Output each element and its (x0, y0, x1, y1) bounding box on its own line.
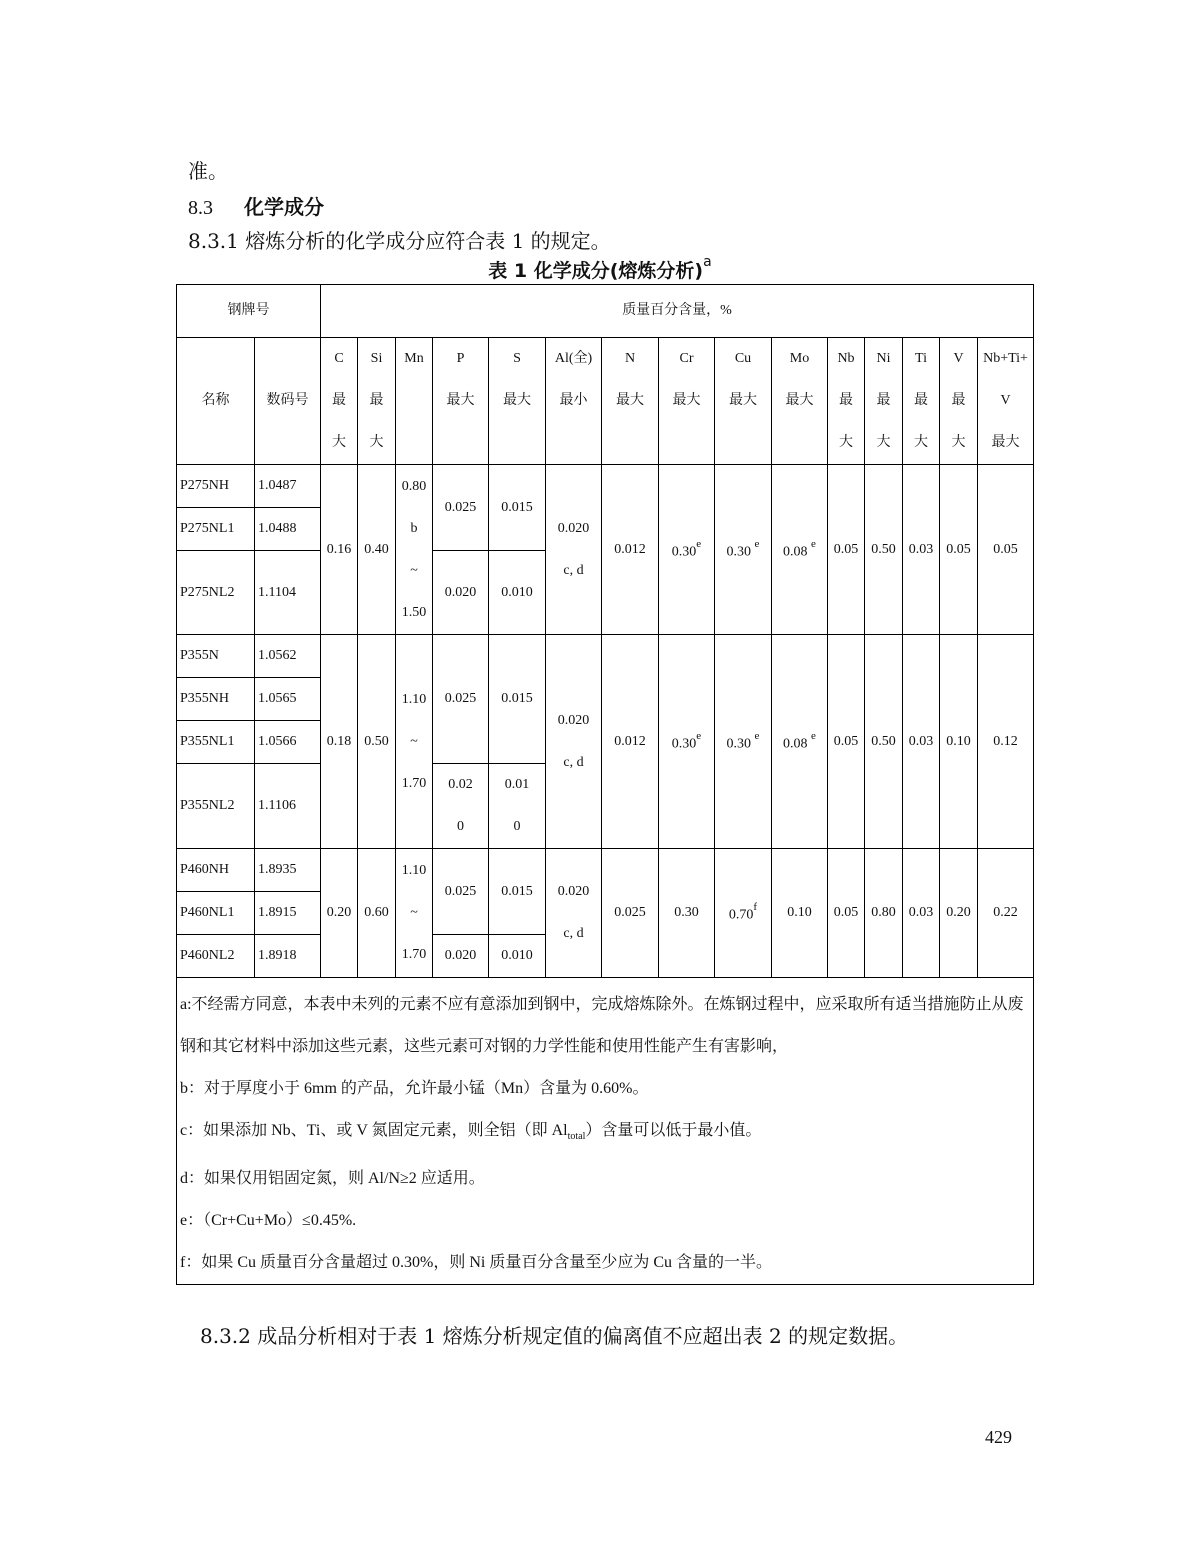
header-nb-max1: 最 (839, 393, 853, 408)
value-mn-min: 0.80 (401, 478, 427, 494)
value-ti: 0.03 (903, 849, 940, 978)
grade-code: 1.8935 (255, 849, 321, 892)
value-cu-footnote: e (754, 729, 760, 742)
value-s-low: 0.010 (489, 551, 546, 635)
header-ni-max1: 最 (876, 393, 891, 408)
value-cu-text: 0.30 (726, 736, 755, 752)
value-p: 0.025 (433, 849, 489, 935)
header-cu-symbol: Cu (734, 351, 752, 366)
value-al-min: 0.020 (557, 712, 590, 728)
value-al (546, 849, 602, 978)
value-p-low: 0.020 (433, 935, 489, 978)
header-v (940, 338, 978, 465)
value-c: 0.16 (321, 465, 358, 635)
value-p-low-2: 0 (457, 819, 464, 834)
table-row (177, 635, 1034, 678)
value-p-low-1: 0.02 (448, 777, 473, 792)
header-mn (396, 338, 433, 465)
value-al-note: c, d (563, 754, 584, 770)
header-nbtiv-symbol: Nb+Ti+ (983, 351, 1028, 366)
header-si-max1: 最 (369, 393, 384, 408)
header-mo (772, 338, 828, 465)
value-mn-tilde: ~ (410, 562, 418, 578)
header-cr-symbol: Cr (679, 351, 694, 366)
header-mo-max: 最大 (785, 393, 814, 408)
value-v: 0.20 (940, 849, 978, 978)
value-cr-text: 0.30 (671, 544, 697, 560)
value-al-min: 0.020 (557, 520, 590, 536)
header-ti (903, 338, 940, 465)
grade-name: P275NL1 (177, 508, 255, 551)
header-ni-max2: 大 (876, 435, 891, 450)
value-s: 0.015 (489, 849, 546, 935)
header-mn-symbol: Mn (404, 351, 424, 366)
value-cr (659, 465, 715, 635)
header-v-symbol: V (953, 351, 964, 366)
value-s: 0.015 (489, 465, 546, 551)
header-n-max: 最大 (616, 393, 644, 408)
value-ti: 0.03 (903, 465, 940, 635)
value-nbtiv: 0.05 (978, 465, 1034, 635)
value-mn-max: 1.70 (401, 947, 427, 962)
table-title (0, 253, 1200, 283)
grade-name: P275NL2 (177, 551, 255, 635)
header-si-max2: 大 (369, 435, 384, 450)
grade-name: P460NL1 (177, 892, 255, 935)
chemical-composition-table (176, 284, 1034, 1285)
table-row (177, 465, 1034, 508)
value-cu-text: 0.70 (728, 907, 754, 923)
header-v-max1: 最 (951, 393, 966, 408)
note-b: b：对于厚度小于 6mm 的产品，允许最小锰（Mn）含量为 0.60%。 (180, 1080, 649, 1097)
note-c-post: ）含量可以低于最小值。 (585, 1122, 762, 1139)
value-nb: 0.05 (828, 849, 865, 978)
grade-code: 1.0565 (255, 678, 321, 721)
grade-name: P355N (177, 635, 255, 678)
value-v: 0.10 (940, 635, 978, 849)
section-heading (188, 191, 324, 220)
value-mo (772, 635, 828, 849)
grade-name: P460NH (177, 849, 255, 892)
paragraph-8-3-1: 8.3.1 熔炼分析的化学成分应符合表 1 的规定。 (188, 229, 611, 253)
value-mo-footnote: e (811, 729, 816, 742)
header-cu (715, 338, 772, 465)
value-nb: 0.05 (828, 465, 865, 635)
value-n: 0.012 (602, 465, 659, 635)
note-e: e：（Cr+Cu+Mo）≤0.45%. (180, 1212, 357, 1230)
grade-name: P355NL2 (177, 764, 255, 849)
value-cu-footnote: f (753, 901, 758, 914)
value-si: 0.60 (358, 849, 396, 978)
header-ni (865, 338, 903, 465)
value-s-low (489, 764, 546, 849)
header-ti-max1: 最 (914, 393, 928, 408)
value-mn-note: b (410, 520, 418, 536)
note-d: d：如果仅用铝固定氮，则 Al/N≥2 应适用。 (180, 1170, 485, 1188)
header-ni-symbol: Ni (876, 351, 891, 366)
value-mo-text: 0.08 (783, 544, 812, 560)
value-ni: 0.50 (865, 465, 903, 635)
header-c (321, 338, 358, 465)
value-al-note: c, d (563, 926, 584, 941)
value-cr-footnote: e (696, 537, 702, 550)
header-s (489, 338, 546, 465)
header-c-symbol: C (334, 351, 344, 366)
value-mn-max: 1.50 (401, 604, 427, 620)
header-cr-max: 最大 (672, 393, 701, 408)
header-nbtiv-symbol2: V (1000, 393, 1011, 408)
value-mn-max: 1.70 (401, 775, 427, 791)
note-f: f：如果 Cu 质量百分含量超过 0.30%，则 Ni 质量百分含量至少应为 Cu 含量的一半。 (180, 1254, 773, 1272)
header-s-max: 最大 (503, 393, 531, 408)
table-title-text: 表 1 化学成分(熔炼分析) (488, 260, 704, 282)
value-cu (715, 465, 772, 635)
value-mo: 0.10 (772, 849, 828, 978)
value-n: 0.025 (602, 849, 659, 978)
value-si: 0.50 (358, 635, 396, 849)
section-number: 8.3 (188, 197, 213, 219)
header-mo-symbol: Mo (789, 351, 810, 366)
header-s-symbol: S (513, 351, 521, 366)
value-n: 0.012 (602, 635, 659, 849)
value-al-min: 0.020 (557, 884, 590, 899)
value-cu-text: 0.30 (726, 544, 755, 560)
grade-code: 1.0487 (255, 465, 321, 508)
value-al (546, 635, 602, 849)
header-nb (828, 338, 865, 465)
header-nbtiv (978, 338, 1034, 465)
paragraph-8-3-2: 8.3.2 成品分析相对于表 1 熔炼分析规定值的偏离值不应超出表 2 的规定数据。 (200, 1324, 909, 1348)
header-grade: 钢牌号 (177, 285, 321, 338)
value-cr: 0.30 (659, 849, 715, 978)
value-nbtiv: 0.12 (978, 635, 1034, 849)
grade-code: 1.8918 (255, 935, 321, 978)
value-mo (772, 465, 828, 635)
value-ni: 0.50 (865, 635, 903, 849)
grade-name: P355NL1 (177, 721, 255, 764)
header-si-symbol: Si (370, 351, 383, 366)
value-mn-min: 1.10 (401, 691, 427, 707)
value-al (546, 465, 602, 635)
header-p-max: 最大 (446, 393, 475, 408)
value-s-low: 0.010 (489, 935, 546, 978)
value-cr-text: 0.30 (671, 736, 697, 752)
value-al-note: c, d (563, 562, 584, 578)
header-al-symbol: Al(全) (554, 351, 593, 366)
value-cu (715, 849, 772, 978)
grade-name: P275NH (177, 465, 255, 508)
header-ti-max2: 大 (914, 435, 928, 450)
header-cu-max: 最大 (729, 393, 757, 408)
header-c-max2: 大 (332, 435, 346, 450)
value-s: 0.015 (489, 635, 546, 764)
value-s-low-2: 0 (513, 819, 521, 834)
header-p (433, 338, 489, 465)
header-name: 名称 (177, 338, 255, 465)
value-p: 0.025 (433, 635, 489, 764)
grade-code: 1.1104 (255, 551, 321, 635)
header-al (546, 338, 602, 465)
grade-code: 1.0562 (255, 635, 321, 678)
value-mo-footnote: e (811, 537, 816, 550)
value-mn-tilde: ~ (410, 733, 418, 749)
grade-code: 1.8915 (255, 892, 321, 935)
value-si: 0.40 (358, 465, 396, 635)
value-mn (396, 849, 433, 978)
value-mn (396, 465, 433, 635)
header-p-symbol: P (456, 351, 465, 366)
value-nb: 0.05 (828, 635, 865, 849)
section-title: 化学成分 (244, 195, 324, 219)
value-c: 0.18 (321, 635, 358, 849)
header-n-symbol: N (624, 351, 636, 366)
value-v: 0.05 (940, 465, 978, 635)
grade-name: P460NL2 (177, 935, 255, 978)
note-c-pre: c：如果添加 Nb、Ti、或 V 氮固定元素，则全铝（即 Al (180, 1122, 568, 1139)
header-al-min: 最小 (559, 393, 588, 408)
value-cr-footnote: e (696, 729, 702, 742)
table-notes (177, 978, 1034, 1285)
value-ti: 0.03 (903, 635, 940, 849)
value-cr (659, 635, 715, 849)
header-v-max2: 大 (951, 435, 966, 450)
value-p: 0.025 (433, 465, 489, 551)
value-cu-footnote: e (754, 537, 760, 550)
header-si (358, 338, 396, 465)
table-title-footnote: a (703, 253, 712, 270)
header-cr (659, 338, 715, 465)
note-c-sub: total (567, 1131, 586, 1143)
table-row (177, 849, 1034, 892)
value-cu (715, 635, 772, 849)
value-mo-text: 0.08 (783, 736, 812, 752)
grade-code: 1.1106 (255, 764, 321, 849)
note-a: a:不经需方同意，本表中未列的元素不应有意添加到钢中，完成熔炼除外。在炼钢过程中，应采取所有适当措施防止从废钢和其它材料中添加这些元素，这些元素可对钢的力学性能和使用性能产生有害影响， (180, 996, 1024, 1055)
value-mn-tilde: ~ (410, 905, 418, 920)
grade-name: P355NH (177, 678, 255, 721)
grade-code: 1.0566 (255, 721, 321, 764)
header-mass-percent: 质量百分含量，% (321, 285, 1034, 338)
value-mn-min: 1.10 (401, 863, 427, 878)
value-p-low (433, 764, 489, 849)
header-ti-symbol: Ti (915, 351, 927, 366)
value-ni: 0.80 (865, 849, 903, 978)
header-n (602, 338, 659, 465)
table-notes-row (177, 978, 1034, 1285)
header-c-max1: 最 (332, 393, 346, 408)
header-nb-max2: 大 (839, 435, 853, 450)
intro-text: 准。 (188, 159, 228, 183)
value-p-low: 0.020 (433, 551, 489, 635)
value-nbtiv: 0.22 (978, 849, 1034, 978)
header-nbtiv-max: 最大 (991, 435, 1020, 450)
value-c: 0.20 (321, 849, 358, 978)
header-nb-symbol: Nb (837, 351, 855, 366)
grade-code: 1.0488 (255, 508, 321, 551)
header-code: 数码号 (255, 338, 321, 465)
note-c (180, 1110, 1030, 1158)
value-s-low-1: 0.01 (504, 777, 530, 792)
value-mn (396, 635, 433, 849)
page-number: 429 (985, 1427, 1012, 1447)
